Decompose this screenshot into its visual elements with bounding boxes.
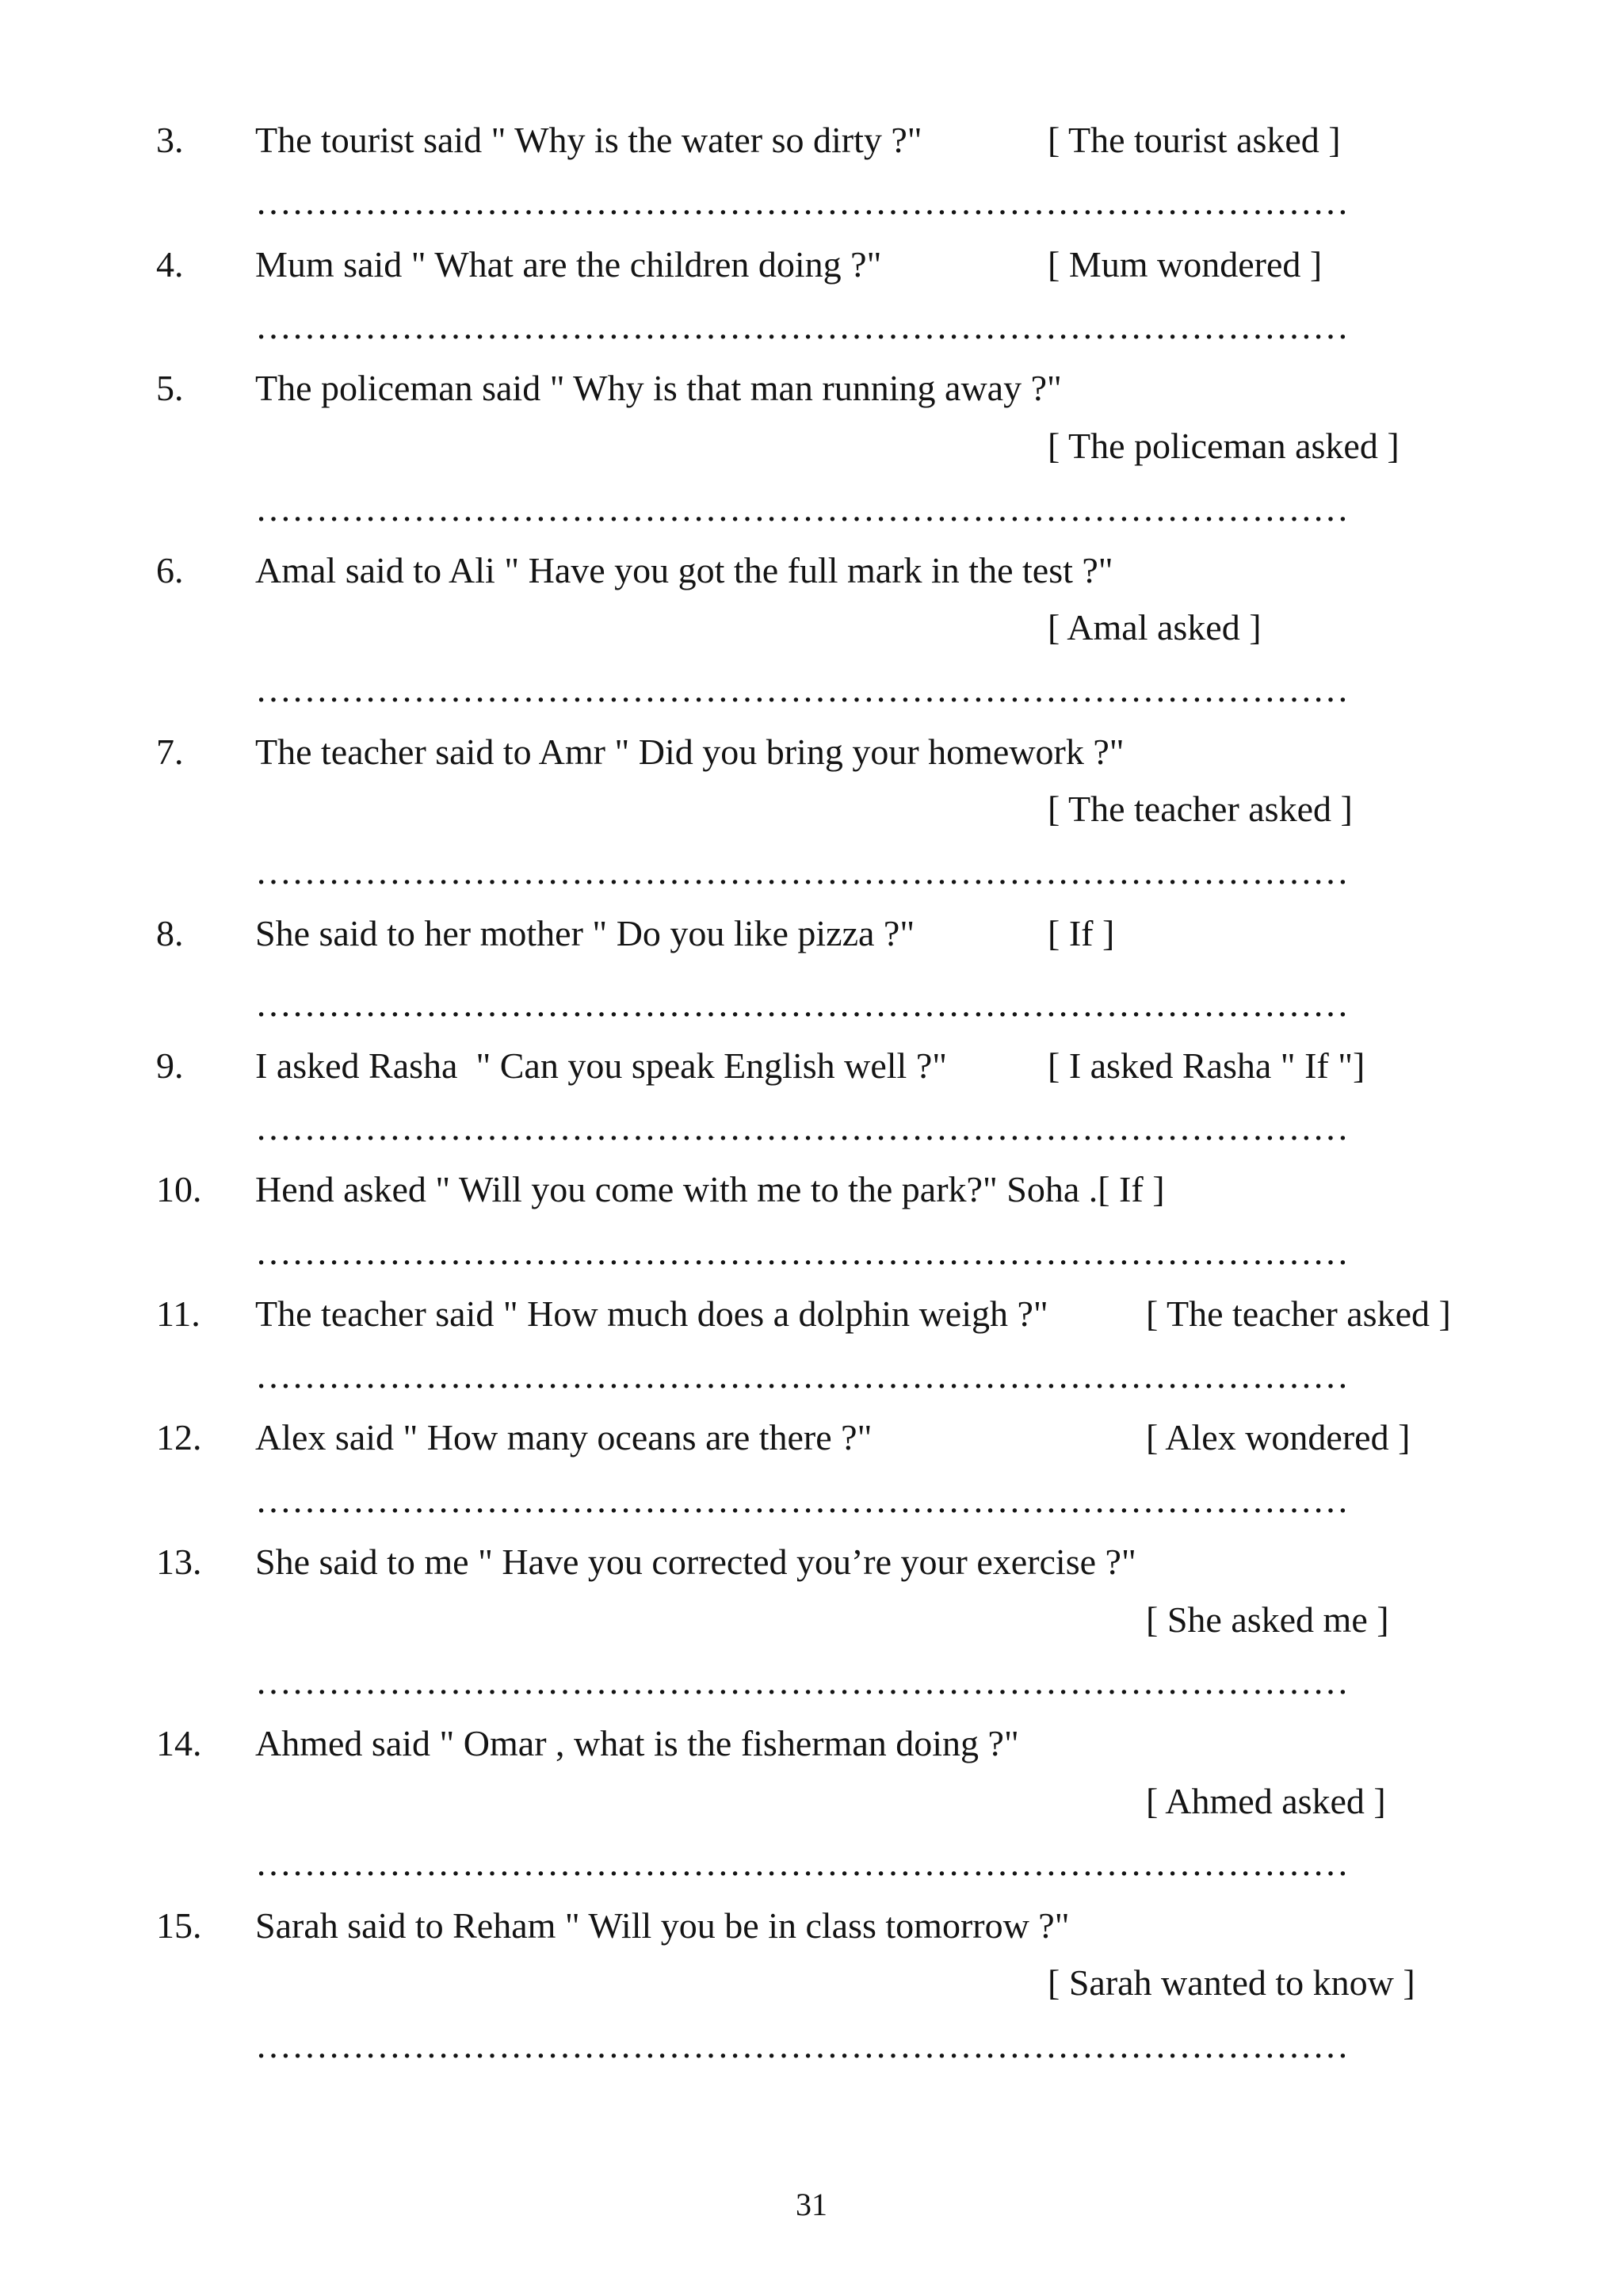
question-sentence: Hend asked " Will you come with me to the park?" Soha .[ If ] <box>255 1169 1165 1209</box>
question-number: 13. <box>156 1541 202 1582</box>
page-number: 31 <box>796 2187 827 2222</box>
answer-line[interactable]: ……………………………………………………………………………… <box>255 986 1349 1022</box>
question-hint: [ Alex wondered ] <box>1146 1417 1411 1457</box>
answer-line[interactable]: ……………………………………………………………………………… <box>255 308 1349 345</box>
question-hint: [ Sarah wanted to know ] <box>1048 1962 1415 2003</box>
question-number: 15. <box>156 1905 202 1946</box>
answer-line[interactable]: ……………………………………………………………………………… <box>255 184 1349 220</box>
question-sentence: She said to me " Have you corrected you’re your exercise ?" <box>255 1541 1136 1582</box>
question-sentence: Alex said " How many oceans are there ?" <box>255 1417 873 1457</box>
question-sentence: The tourist said " Why is the water so dirty ?" <box>255 120 922 160</box>
question-number: 12. <box>156 1417 202 1457</box>
question-sentence: Sarah said to Reham " Will you be in class tomorrow ?" <box>255 1905 1070 1946</box>
question-number: 6. <box>156 550 184 590</box>
answer-line[interactable]: ……………………………………………………………………………… <box>255 1845 1349 1881</box>
question-number: 9. <box>156 1045 184 1086</box>
question-hint: [ The teacher asked ] <box>1048 789 1353 829</box>
question-hint: [ I asked Rasha " If "] <box>1048 1045 1365 1086</box>
question-hint: [ The tourist asked ] <box>1048 120 1341 160</box>
question-number: 10. <box>156 1169 202 1209</box>
question-sentence: The teacher said to Amr " Did you bring your homework ?" <box>255 732 1125 772</box>
question-hint: [ If ] <box>1048 913 1115 953</box>
answer-line[interactable]: ……………………………………………………………………………… <box>255 1358 1349 1394</box>
question-number: 7. <box>156 732 184 772</box>
question-number: 11. <box>156 1293 200 1334</box>
question-sentence: She said to her mother " Do you like pizza ?" <box>255 913 915 953</box>
answer-line[interactable]: ……………………………………………………………………………… <box>255 1110 1349 1146</box>
question-hint: [ She asked me ] <box>1146 1599 1389 1640</box>
question-sentence: Amal said to Ali " Have you got the full mark in the test ?" <box>255 550 1113 590</box>
answer-line[interactable]: ……………………………………………………………………………… <box>255 1664 1349 1700</box>
question-hint: [ The teacher asked ] <box>1146 1293 1451 1334</box>
question-number: 3. <box>156 120 184 160</box>
question-sentence: The teacher said " How much does a dolphin weigh ?" <box>255 1293 1048 1334</box>
question-hint: [ Mum wondered ] <box>1048 244 1323 285</box>
question-hint: [ Amal asked ] <box>1048 607 1262 648</box>
answer-line[interactable]: ……………………………………………………………………………… <box>255 671 1349 708</box>
question-sentence: Ahmed said " Omar , what is the fisherman doing ?" <box>255 1723 1019 1763</box>
question-hint: [ The policeman asked ] <box>1048 426 1400 466</box>
question-sentence: I asked Rasha " Can you speak English well ?" <box>255 1045 948 1086</box>
question-number: 14. <box>156 1723 202 1763</box>
question-hint: [ Ahmed asked ] <box>1146 1781 1386 1821</box>
question-number: 4. <box>156 244 184 285</box>
answer-line[interactable]: ……………………………………………………………………………… <box>255 1234 1349 1270</box>
question-number: 5. <box>156 368 184 408</box>
answer-line[interactable]: ……………………………………………………………………………… <box>255 2027 1349 2064</box>
question-number: 8. <box>156 913 184 953</box>
question-sentence: The policeman said " Why is that man running away ?" <box>255 368 1062 408</box>
answer-line[interactable]: ……………………………………………………………………………… <box>255 491 1349 527</box>
answer-line[interactable]: ……………………………………………………………………………… <box>255 1482 1349 1519</box>
answer-line[interactable]: ……………………………………………………………………………… <box>255 854 1349 890</box>
question-sentence: Mum said " What are the children doing ?" <box>255 244 882 285</box>
